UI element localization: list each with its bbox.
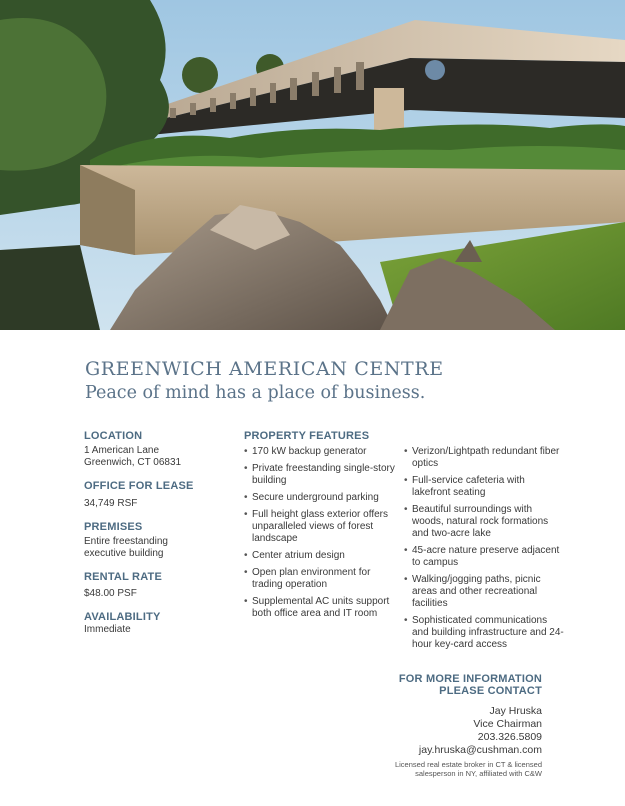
list-item: • Full height glass exterior offers unparalleled views of forest landscape [244,509,396,545]
rental-value: $48.00 PSF [84,588,137,599]
contact-block [282,673,542,778]
features-heading: PROPERTY FEATURES [244,430,370,442]
contact-phone[interactable]: 203.326.5809 [477,731,542,743]
list-item: • 170 kW backup generator [244,446,396,458]
tagline: Peace of mind has a place of business. [85,383,426,403]
contact-heading-line-1: FOR MORE INFORMATION [398,673,542,685]
address-line-1: 1 American Lane [84,445,160,456]
list-item: • Center atrium design [244,550,396,562]
office-heading: OFFICE FOR LEASE [84,480,194,492]
office-block [84,480,234,510]
availability-value: Immediate [84,624,131,635]
features-column-1 [244,430,396,625]
contact-title: Vice Chairman [473,718,542,730]
contact-email[interactable]: jay.hruska@cushman.com [418,744,542,756]
list-item: • 45-acre nature preserve adjacent to campus [404,545,564,569]
location-heading: LOCATION [84,430,143,442]
premises-line-1: Entire freestanding [84,536,168,547]
list-item: • Open plan environment for trading operation [244,567,396,591]
availability-block [84,611,234,636]
list-item: • Supplemental AC units support both office area and IT room [244,596,396,620]
premises-block [84,521,234,560]
hero-photo [0,0,625,330]
contact-name: Jay Hruska [489,705,542,717]
list-item: • Private freestanding single-story building [244,463,396,487]
list-item: • Verizon/Lightpath redundant fiber optics [404,446,564,470]
location-block [84,430,234,469]
list-item: • Walking/jogging paths, picnic areas and other recreational facilities [404,574,564,610]
address-line-2: Greenwich, CT 06831 [84,457,182,468]
list-item: • Secure underground parking [244,492,396,504]
license-note-line-2: salesperson in NY, affiliated with C&W [415,769,542,778]
license-note [282,760,542,778]
premises-value [84,536,234,560]
office-value: 34,749 RSF [84,498,138,509]
list-item: • Beautiful surroundings with woods, natural rock formations and two-acre lake [404,504,564,540]
rental-block [84,571,234,600]
premises-line-2: executive building [84,548,164,559]
list-item: • Sophisticated communications and building infrastructure and 24-hour key-card access [404,615,564,651]
premises-heading: PREMISES [84,521,143,533]
rental-heading: RENTAL RATE [84,571,162,583]
contact-person [282,705,542,757]
availability-heading: AVAILABILITY [84,611,161,623]
features-list-1 [244,446,396,620]
features-list-2 [404,446,564,651]
list-item: • Full-service cafeteria with lakefront seating [404,475,564,499]
property-info [84,430,234,647]
features-column-2 [404,446,564,656]
license-note-line-1: Licensed real estate broker in CT & licensed [394,760,542,769]
contact-heading-line-2: PLEASE CONTACT [439,685,542,697]
page-title: GREENWICH AMERICAN CENTRE [85,358,444,380]
location-value [84,445,234,469]
